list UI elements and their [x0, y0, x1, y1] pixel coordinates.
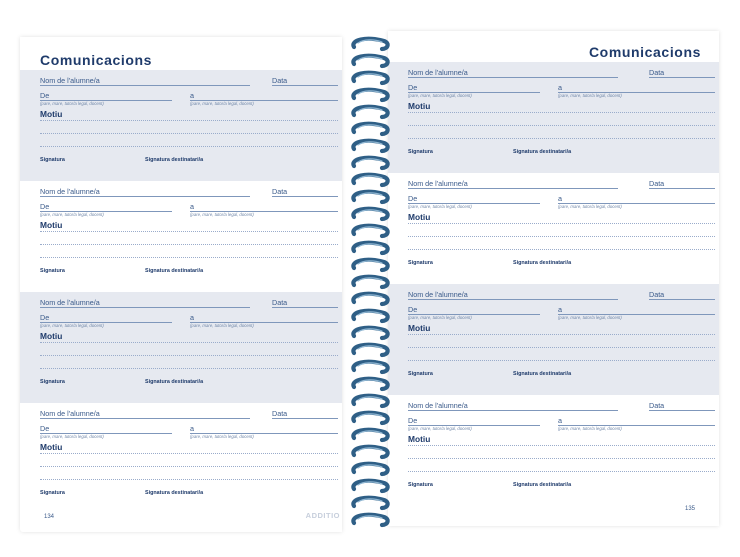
reason-line[interactable]: [408, 471, 715, 472]
student-name-label: Nom de l'alumne/a: [40, 409, 100, 418]
signature-label: Signatura: [40, 268, 65, 274]
spiral-ring: [353, 464, 387, 474]
signature-label: Signatura: [40, 379, 65, 385]
to-label: a: [190, 313, 194, 322]
to-role-hint: (pare, mare, tutor/a legal, docent): [558, 426, 622, 431]
spiral-ring: [353, 294, 387, 304]
from-label: De: [408, 416, 418, 425]
recipient-signature-label: Signatura destinatari/a: [513, 482, 572, 488]
reason-line[interactable]: [408, 249, 715, 250]
date-label: Data: [272, 298, 288, 307]
communication-form: [388, 284, 719, 395]
page-number: 135: [684, 506, 695, 512]
student-name-label: Nom de l'alumne/a: [40, 298, 100, 307]
spiral-ring: [353, 124, 387, 134]
date-label: Data: [649, 179, 665, 188]
to-role-hint: (pare, mare, tutor/a legal, docent): [558, 315, 622, 320]
student-name-line[interactable]: [408, 299, 618, 300]
spiral-ring: [353, 260, 387, 270]
to-role-hint: (pare, mare, tutor/a legal, docent): [190, 101, 254, 106]
spiral-ring: [353, 345, 387, 355]
date-line[interactable]: [272, 307, 338, 308]
from-role-hint: (pare, mare, tutor/a legal, docent): [408, 426, 472, 431]
to-role-hint: (pare, mare, tutor/a legal, docent): [558, 204, 622, 209]
to-label: a: [558, 194, 562, 203]
spiral-ring: [353, 107, 387, 117]
spiral-ring: [353, 56, 387, 66]
reason-line[interactable]: [408, 125, 715, 126]
reason-label: Motiu: [40, 331, 63, 341]
date-line[interactable]: [649, 188, 715, 189]
student-name-line[interactable]: [408, 410, 618, 411]
to-role-hint: (pare, mare, tutor/a legal, docent): [558, 93, 622, 98]
spiral-ring: [353, 39, 387, 49]
spiral-ring: [353, 413, 387, 423]
spiral-ring: [353, 396, 387, 406]
spiral-ring: [353, 379, 387, 389]
student-name-line[interactable]: [408, 188, 618, 189]
from-label: De: [40, 91, 50, 100]
reason-line[interactable]: [408, 112, 715, 113]
date-line[interactable]: [272, 418, 338, 419]
to-role-hint: (pare, mare, tutor/a legal, docent): [190, 434, 254, 439]
reason-line[interactable]: [408, 334, 715, 335]
to-label: a: [558, 305, 562, 314]
spiral-ring: [353, 447, 387, 457]
spiral-ring: [353, 158, 387, 168]
from-label: De: [40, 313, 50, 322]
from-role-hint: (pare, mare, tutor/a legal, docent): [408, 315, 472, 320]
reason-label: Motiu: [408, 212, 431, 222]
date-label: Data: [272, 409, 288, 418]
to-label: a: [190, 91, 194, 100]
signature-label: Signatura: [408, 371, 433, 377]
communication-form: [20, 292, 342, 403]
student-name-line[interactable]: [40, 418, 250, 419]
date-line[interactable]: [272, 196, 338, 197]
recipient-signature-label: Signatura destinatari/a: [513, 260, 572, 266]
from-label: De: [40, 424, 50, 433]
spiral-ring: [353, 209, 387, 219]
spiral-ring: [353, 192, 387, 202]
communication-form: [20, 181, 342, 292]
spiral-ring: [353, 243, 387, 253]
reason-line[interactable]: [40, 257, 338, 258]
recipient-signature-label: Signatura destinatari/a: [145, 157, 204, 163]
reason-label: Motiu: [408, 101, 431, 111]
student-name-label: Nom de l'alumne/a: [408, 401, 468, 410]
reason-line[interactable]: [408, 223, 715, 224]
page-title: Comunicacions: [40, 52, 153, 68]
reason-line[interactable]: [408, 360, 715, 361]
reason-line[interactable]: [40, 453, 338, 454]
signature-label: Signatura: [408, 260, 433, 266]
date-line[interactable]: [649, 77, 715, 78]
recipient-signature-label: Signatura destinatari/a: [145, 490, 204, 496]
reason-line[interactable]: [40, 133, 338, 134]
communication-form: [20, 70, 342, 181]
from-label: De: [408, 194, 418, 203]
reason-line[interactable]: [40, 479, 338, 480]
spiral-ring: [353, 311, 387, 321]
to-label: a: [190, 202, 194, 211]
to-label: a: [190, 424, 194, 433]
reason-line[interactable]: [408, 236, 715, 237]
reason-line[interactable]: [40, 466, 338, 467]
page-number: 134: [44, 514, 55, 520]
spiral-ring: [353, 481, 387, 491]
spiral-ring: [353, 515, 387, 525]
from-role-hint: (pare, mare, tutor/a legal, docent): [40, 323, 104, 328]
to-label: a: [558, 83, 562, 92]
from-role-hint: (pare, mare, tutor/a legal, docent): [40, 101, 104, 106]
communication-form: [388, 173, 719, 284]
reason-line[interactable]: [40, 368, 338, 369]
student-name-line[interactable]: [40, 307, 250, 308]
date-label: Data: [272, 76, 288, 85]
communication-form: [20, 403, 342, 514]
reason-line[interactable]: [408, 347, 715, 348]
date-line[interactable]: [649, 299, 715, 300]
spiral-ring: [353, 141, 387, 151]
spiral-ring: [353, 328, 387, 338]
spiral-ring: [353, 277, 387, 287]
spiral-binding: [346, 30, 392, 535]
reason-label: Motiu: [40, 220, 63, 230]
brand-logo: ADDITIO: [305, 511, 340, 520]
signature-label: Signatura: [40, 157, 65, 163]
student-name-line[interactable]: [40, 85, 250, 86]
to-label: a: [558, 416, 562, 425]
spiral-ring: [353, 90, 387, 100]
reason-line[interactable]: [40, 342, 338, 343]
reason-line[interactable]: [40, 231, 338, 232]
left-page: [20, 37, 342, 532]
page-title: Comunicacions: [588, 44, 701, 60]
reason-line[interactable]: [408, 445, 715, 446]
from-label: De: [408, 83, 418, 92]
recipient-signature-label: Signatura destinatari/a: [145, 379, 204, 385]
student-name-label: Nom de l'alumne/a: [40, 187, 100, 196]
date-line[interactable]: [649, 410, 715, 411]
reason-line[interactable]: [40, 146, 338, 147]
date-label: Data: [649, 290, 665, 299]
reason-label: Motiu: [40, 109, 63, 119]
from-role-hint: (pare, mare, tutor/a legal, docent): [40, 212, 104, 217]
spiral-ring: [353, 430, 387, 440]
spiral-ring: [353, 175, 387, 185]
signature-label: Signatura: [408, 482, 433, 488]
student-name-label: Nom de l'alumne/a: [408, 179, 468, 188]
date-label: Data: [649, 401, 665, 410]
from-role-hint: (pare, mare, tutor/a legal, docent): [408, 204, 472, 209]
student-name-label: Nom de l'alumne/a: [408, 290, 468, 299]
reason-label: Motiu: [408, 323, 431, 333]
reason-label: Motiu: [408, 434, 431, 444]
date-line[interactable]: [272, 85, 338, 86]
recipient-signature-label: Signatura destinatari/a: [513, 149, 572, 155]
right-page: [388, 31, 719, 526]
date-label: Data: [272, 187, 288, 196]
to-role-hint: (pare, mare, tutor/a legal, docent): [190, 323, 254, 328]
to-role-hint: (pare, mare, tutor/a legal, docent): [190, 212, 254, 217]
spiral-ring: [353, 226, 387, 236]
student-name-line[interactable]: [40, 196, 250, 197]
spiral-ring: [353, 73, 387, 83]
spiral-ring: [353, 362, 387, 372]
reason-line[interactable]: [408, 458, 715, 459]
reason-line[interactable]: [40, 355, 338, 356]
reason-label: Motiu: [40, 442, 63, 452]
from-label: De: [40, 202, 50, 211]
date-label: Data: [649, 68, 665, 77]
from-label: De: [408, 305, 418, 314]
recipient-signature-label: Signatura destinatari/a: [145, 268, 204, 274]
student-name-label: Nom de l'alumne/a: [40, 76, 100, 85]
reason-line[interactable]: [40, 244, 338, 245]
recipient-signature-label: Signatura destinatari/a: [513, 371, 572, 377]
spiral-ring: [353, 498, 387, 508]
communication-form: [388, 62, 719, 173]
from-role-hint: (pare, mare, tutor/a legal, docent): [40, 434, 104, 439]
signature-label: Signatura: [40, 490, 65, 496]
student-name-line[interactable]: [408, 77, 618, 78]
from-role-hint: (pare, mare, tutor/a legal, docent): [408, 93, 472, 98]
student-name-label: Nom de l'alumne/a: [408, 68, 468, 77]
reason-line[interactable]: [40, 120, 338, 121]
communication-form: [388, 395, 719, 506]
signature-label: Signatura: [408, 149, 433, 155]
reason-line[interactable]: [408, 138, 715, 139]
